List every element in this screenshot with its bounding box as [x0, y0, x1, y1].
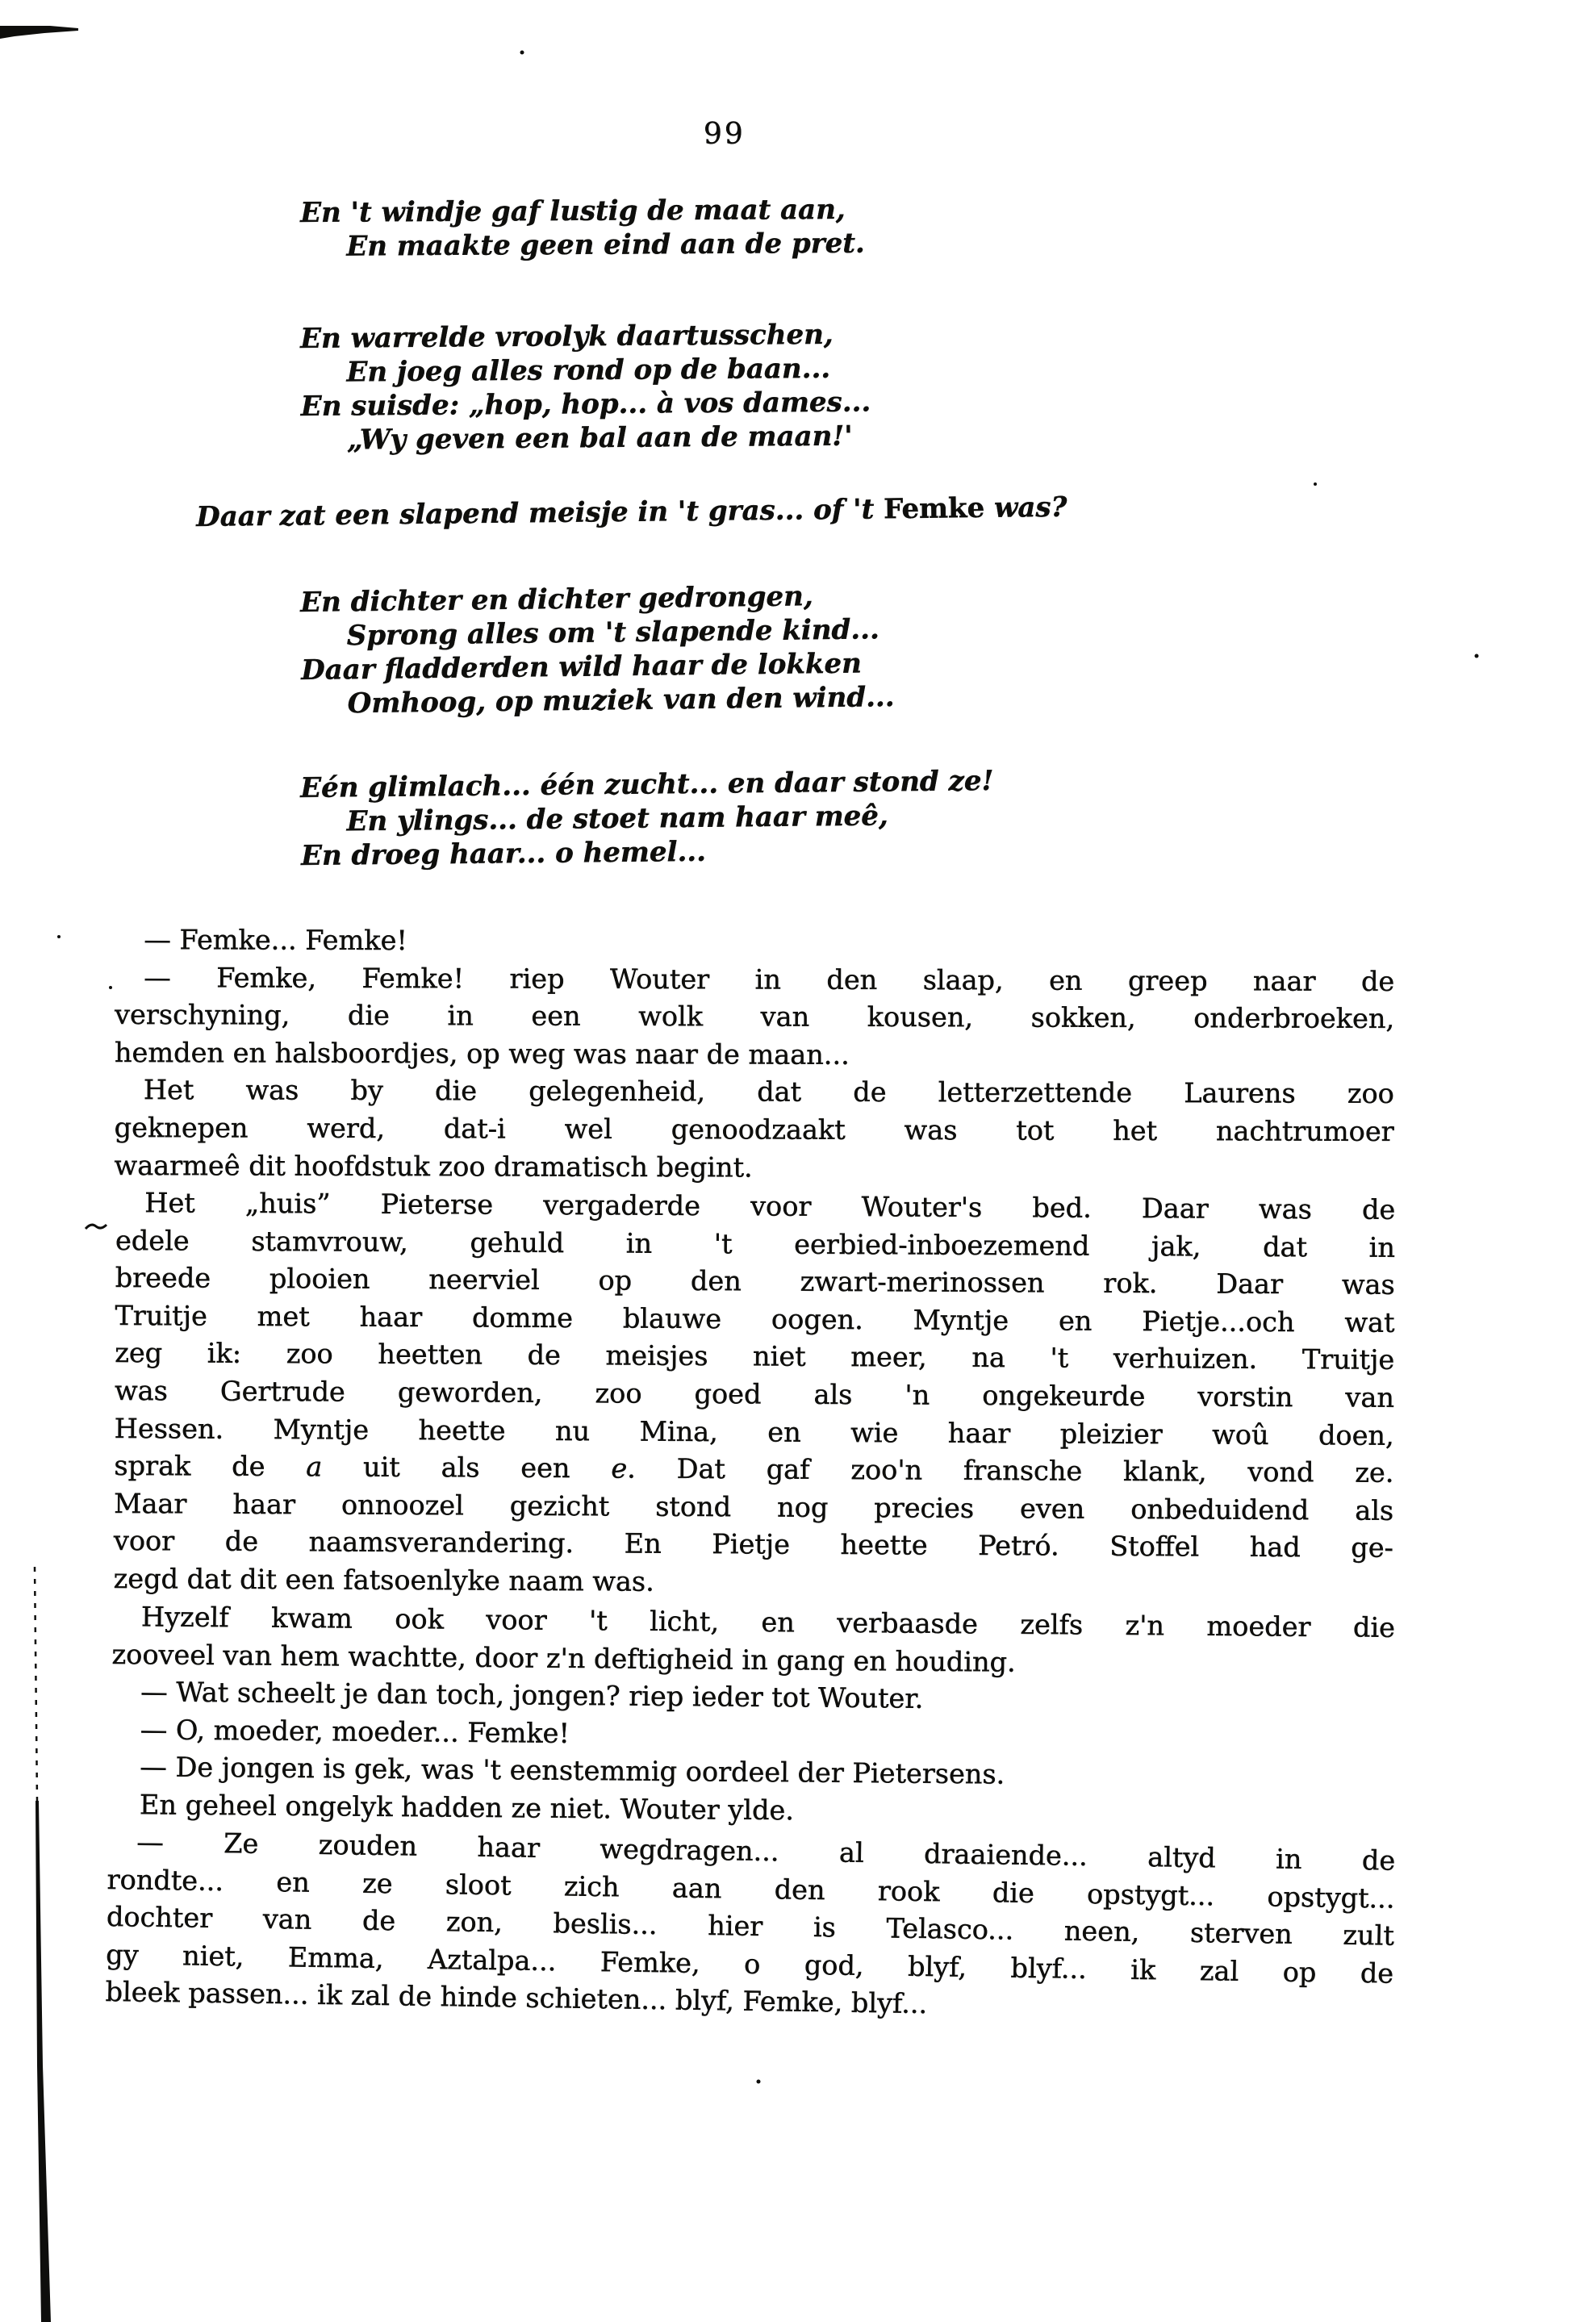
- verse-line: Eén glimlach... één zucht... en daar stond ze!: [300, 765, 994, 804]
- page-number: 99: [704, 118, 746, 151]
- body-line: waarmeê dit hoofdstuk zoo dramatisch begint.: [114, 1149, 753, 1184]
- body-line: hemden en halsboordjes, op weg was naar de maan...: [114, 1036, 850, 1071]
- stanza-1: [300, 193, 865, 264]
- ink-wedge-top-left: [0, 26, 78, 39]
- body-line: voor de naamsverandering. En Pietje heette Petró. Stoffel had ge-: [113, 1525, 1394, 1564]
- verse-line: En maakte geen eind aan de pret.: [346, 227, 865, 263]
- text-segment: a: [306, 1451, 323, 1483]
- verse-line: En suisde: „hop, hop... à vos dames...: [300, 386, 871, 423]
- paragraph-group: [111, 1598, 1395, 1835]
- text-segment: was?: [984, 491, 1067, 524]
- body-line: — Ze zouden haar wegdragen... al draaiende... altyd in de: [136, 1826, 1396, 1877]
- paragraph-group: [105, 1823, 1395, 2031]
- text-segment: . Dat gaf zoo'n fransche klank, vond ze.: [627, 1452, 1394, 1489]
- body-line: zeg ik: zoo heetten de meisjes niet meer, na 't verhuizen. Truitje: [115, 1337, 1395, 1376]
- text-segment: Daar zat een slapend meisje in 't gras... of 't: [196, 493, 884, 533]
- body-line: bleek passen... ik zal de hinde schieten... blyf, Femke, blyf...: [105, 1976, 928, 2020]
- body-line: Truitje met haar domme blauwe oogen. Myntje en Pietje...och wat: [115, 1299, 1395, 1338]
- stanza-2: [300, 317, 871, 457]
- text-segment: Femke: [883, 491, 985, 526]
- text-segment: sprak de: [114, 1450, 307, 1483]
- paragraph-group: [114, 1184, 1396, 1605]
- verse-line: Sprong alles om 't slapende kind...: [346, 613, 880, 653]
- body-line: dochter van de zon, beslis... hier is Telasco... neen, sterven zult: [106, 1901, 1395, 1952]
- verse-line: En warrelde vroolyk daartusschen,: [300, 318, 834, 355]
- body-line: — Wat scheelt je dan toch, jongen? riep ieder tot Wouter.: [140, 1676, 924, 1714]
- body-line: was Gertrude geworden, zoo goed als 'n ongekeurde vorstin van: [114, 1375, 1395, 1414]
- pen-tick-left-margin: [86, 1225, 107, 1229]
- body-line: — De jongen is gek, was 't eenstemmig oordeel der Pietersens.: [140, 1751, 1005, 1790]
- body-line: verschyning, die in een wolk van kousen, sokken, onderbroeken,: [115, 999, 1395, 1035]
- verse-line: „Wy geven een bal aan de maan!': [346, 420, 853, 457]
- margin-streak-dotted: [35, 1567, 37, 1801]
- body-line: breede plooien neerviel op den zwart-merinossen rok. Daar was: [115, 1262, 1395, 1301]
- body-line: zegd dat dit een fatsoenlyke naam was.: [113, 1563, 654, 1597]
- text-segment: uit als een: [322, 1451, 612, 1485]
- body-line: Hessen. Myntje heette nu Mina, en wie haar pleizier woû doen,: [114, 1412, 1394, 1451]
- paragraph-group: [114, 921, 1394, 1188]
- body-line: gy niet, Emma, Aztalpa... Femke, o god, blyf, blyf... ik zal op de: [106, 1939, 1394, 1990]
- body-line: Het „huis” Pieterse vergaderde voor Wouter's bed. Daar was de: [144, 1187, 1396, 1226]
- margin-streak-solid: [36, 1801, 51, 2322]
- body-line: En geheel ongelyk hadden ze niet. Wouter ylde.: [139, 1788, 795, 1827]
- verse-interlude: [196, 491, 1067, 534]
- verse-line: En dichter en dichter gedrongen,: [300, 580, 813, 619]
- stanza-3: [300, 578, 895, 721]
- body-line: edele stamvrouw, gehuld in 't eerbied-inboezemend jak, dat in: [115, 1224, 1396, 1263]
- stanza-4: [300, 764, 994, 873]
- body-line: — Femke, Femke! riep Wouter in den slaap, en greep naar de: [144, 961, 1395, 997]
- verse-line: En joeg alles rond op de baan...: [346, 352, 831, 389]
- verse-line: En droeg haar... o hemel...: [300, 835, 707, 872]
- body-line: rondte... en ze sloot zich aan den rook die opstygt... opstygt...: [107, 1863, 1395, 1915]
- verse-line: Omhoog, op muziek van den wind...: [347, 681, 895, 720]
- body-line: — O, moeder, moeder... Femke!: [140, 1713, 570, 1749]
- body-line: geknepen werd, dat-i wel genoodzaakt was tot het nachtrumoer: [114, 1111, 1394, 1147]
- verse-line: En ylings... de stoet nam haar meê,: [346, 800, 888, 838]
- body-text: [105, 921, 1396, 2020]
- text-segment: e: [611, 1452, 628, 1485]
- body-line: Hyzelf kwam ook voor 't licht, en verbaasde zelfs z'n moeder die: [140, 1601, 1396, 1643]
- verse-line: En 't windje gaf lustig de maat aan,: [300, 193, 846, 229]
- body-line: Maar haar onnoozel gezicht stond nog precies even onbeduidend als: [114, 1487, 1394, 1526]
- verse-line: Daar fladderden wild haar de lokken: [301, 647, 863, 687]
- body-line: — Femke... Femke!: [144, 924, 407, 957]
- body-line: zooveel van hem wachtte, door z'n deftigheid in gang en houding.: [111, 1638, 1016, 1678]
- body-line: Het was by die gelegenheid, dat de letterzettende Laurens zoo: [143, 1074, 1394, 1110]
